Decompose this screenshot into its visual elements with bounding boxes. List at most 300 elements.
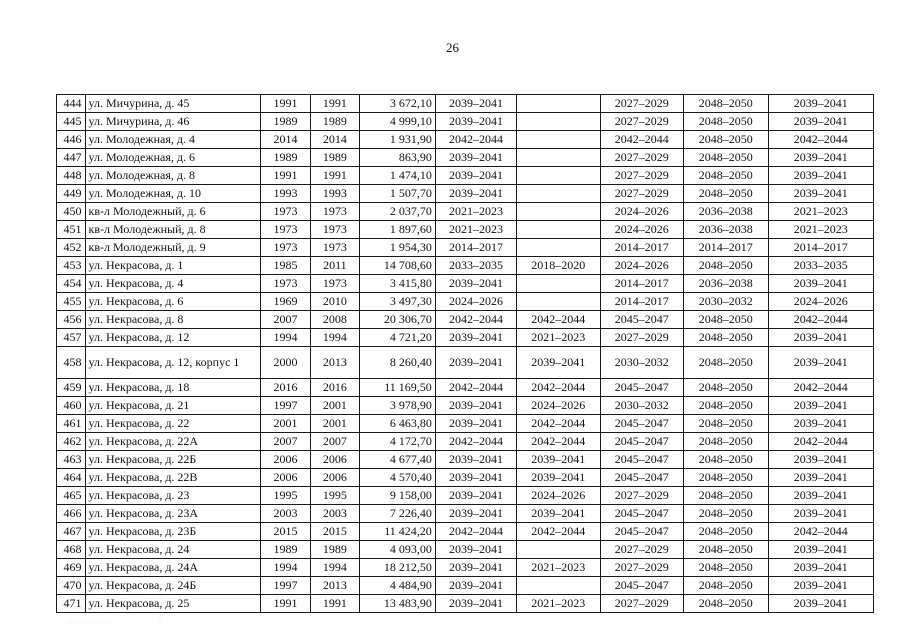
period-4-cell: 2048–2050 — [683, 257, 768, 275]
row-number: 453 — [57, 257, 86, 275]
row-number: 460 — [57, 397, 86, 415]
period-3-cell: 2027–2029 — [600, 329, 683, 347]
period-2-cell: 2039–2041 — [517, 505, 600, 523]
address-cell: ул. Некрасова, д. 4 — [85, 275, 261, 293]
area-cell: 1 474,10 — [360, 167, 436, 185]
period-2-cell: 2039–2041 — [517, 347, 600, 379]
year-commissioned-cell: 2015 — [310, 523, 359, 541]
area-cell: 4 093,00 — [360, 541, 436, 559]
period-2-cell: 2018–2020 — [517, 257, 600, 275]
row-number: 467 — [57, 523, 86, 541]
address-cell: ул. Некрасова, д. 23 — [85, 487, 261, 505]
row-number: 461 — [57, 415, 86, 433]
period-5-cell: 2039–2041 — [768, 347, 873, 379]
period-2-cell: 2021–2023 — [517, 559, 600, 577]
period-2-cell: 2024–2026 — [517, 487, 600, 505]
area-cell: 4 999,10 — [360, 113, 436, 131]
year-built-cell: 1973 — [261, 275, 310, 293]
period-1-cell: 2039–2041 — [435, 275, 516, 293]
year-built-cell: 1994 — [261, 329, 310, 347]
table-row — [57, 239, 874, 257]
table-row — [57, 203, 874, 221]
year-built-cell: 1991 — [261, 595, 310, 613]
period-4-cell: 2048–2050 — [683, 469, 768, 487]
period-5-cell: 2042–2044 — [768, 131, 873, 149]
period-4-cell: 2048–2050 — [683, 523, 768, 541]
period-5-cell: 2039–2041 — [768, 487, 873, 505]
period-3-cell: 2027–2029 — [600, 149, 683, 167]
address-cell: ул. Некрасова, д. 25 — [85, 595, 261, 613]
row-number: 471 — [57, 595, 86, 613]
address-cell: ул. Некрасова, д. 8 — [85, 311, 261, 329]
scan-artifact — [64, 582, 164, 628]
page-number: 26 — [446, 40, 459, 55]
area-cell: 11 424,20 — [360, 523, 436, 541]
row-number: 455 — [57, 293, 86, 311]
period-2-cell — [517, 275, 600, 293]
period-4-cell: 2048–2050 — [683, 487, 768, 505]
period-3-cell: 2027–2029 — [600, 595, 683, 613]
table-row — [57, 451, 874, 469]
period-3-cell: 2042–2044 — [600, 131, 683, 149]
area-cell: 18 212,50 — [360, 559, 436, 577]
period-5-cell: 2042–2044 — [768, 523, 873, 541]
table-row — [57, 347, 874, 379]
address-cell: ул. Молодежная, д. 10 — [85, 185, 261, 203]
row-number: 463 — [57, 451, 86, 469]
period-4-cell: 2036–2038 — [683, 221, 768, 239]
address-cell: ул. Некрасова, д. 22Б — [85, 451, 261, 469]
year-built-cell: 1991 — [261, 167, 310, 185]
row-number: 446 — [57, 131, 86, 149]
period-2-cell: 2024–2026 — [517, 397, 600, 415]
period-5-cell: 2033–2035 — [768, 257, 873, 275]
period-2-cell: 2039–2041 — [517, 451, 600, 469]
period-2-cell — [517, 239, 600, 257]
period-3-cell: 2045–2047 — [600, 505, 683, 523]
table-row — [57, 559, 874, 577]
period-1-cell: 2033–2035 — [435, 257, 516, 275]
year-commissioned-cell: 1991 — [310, 167, 359, 185]
row-number: 459 — [57, 379, 86, 397]
year-commissioned-cell: 2001 — [310, 415, 359, 433]
year-commissioned-cell: 2006 — [310, 451, 359, 469]
period-3-cell: 2045–2047 — [600, 311, 683, 329]
year-commissioned-cell: 1989 — [310, 113, 359, 131]
address-cell: кв-л Молодежный, д. 8 — [85, 221, 261, 239]
row-number: 468 — [57, 541, 86, 559]
period-5-cell: 2039–2041 — [768, 113, 873, 131]
period-3-cell: 2027–2029 — [600, 113, 683, 131]
row-number: 449 — [57, 185, 86, 203]
period-4-cell: 2048–2050 — [683, 559, 768, 577]
period-1-cell: 2024–2026 — [435, 293, 516, 311]
period-5-cell: 2039–2041 — [768, 595, 873, 613]
period-1-cell: 2039–2041 — [435, 113, 516, 131]
address-cell: ул. Молодежная, д. 6 — [85, 149, 261, 167]
area-cell: 13 483,90 — [360, 595, 436, 613]
period-5-cell: 2039–2041 — [768, 167, 873, 185]
period-3-cell: 2014–2017 — [600, 293, 683, 311]
address-cell: ул. Молодежная, д. 4 — [85, 131, 261, 149]
row-number: 456 — [57, 311, 86, 329]
period-2-cell — [517, 577, 600, 595]
period-5-cell: 2042–2044 — [768, 433, 873, 451]
period-4-cell: 2048–2050 — [683, 185, 768, 203]
address-cell: кв-л Молодежный, д. 9 — [85, 239, 261, 257]
table-row — [57, 257, 874, 275]
year-built-cell: 1973 — [261, 239, 310, 257]
period-4-cell: 2014–2017 — [683, 239, 768, 257]
period-4-cell: 2048–2050 — [683, 379, 768, 397]
year-commissioned-cell: 2011 — [310, 257, 359, 275]
period-4-cell: 2048–2050 — [683, 167, 768, 185]
area-cell: 2 037,70 — [360, 203, 436, 221]
table-row — [57, 505, 874, 523]
period-1-cell: 2039–2041 — [435, 347, 516, 379]
period-1-cell: 2021–2023 — [435, 203, 516, 221]
table-row — [57, 469, 874, 487]
row-number: 465 — [57, 487, 86, 505]
year-built-cell: 1989 — [261, 541, 310, 559]
period-3-cell: 2030–2032 — [600, 347, 683, 379]
year-built-cell: 1989 — [261, 149, 310, 167]
period-1-cell: 2039–2041 — [435, 185, 516, 203]
period-4-cell: 2048–2050 — [683, 131, 768, 149]
year-commissioned-cell: 1994 — [310, 559, 359, 577]
table-row — [57, 541, 874, 559]
period-2-cell: 2042–2044 — [517, 379, 600, 397]
area-cell: 3 978,90 — [360, 397, 436, 415]
year-commissioned-cell: 1973 — [310, 203, 359, 221]
period-5-cell: 2039–2041 — [768, 505, 873, 523]
period-4-cell: 2048–2050 — [683, 451, 768, 469]
address-cell: ул. Некрасова, д. 22 — [85, 415, 261, 433]
period-3-cell: 2027–2029 — [600, 541, 683, 559]
period-1-cell: 2042–2044 — [435, 433, 516, 451]
year-built-cell: 2016 — [261, 379, 310, 397]
table-row — [57, 487, 874, 505]
table-row — [57, 577, 874, 595]
period-1-cell: 2039–2041 — [435, 397, 516, 415]
area-cell: 863,90 — [360, 149, 436, 167]
period-5-cell: 2042–2044 — [768, 379, 873, 397]
period-2-cell — [517, 221, 600, 239]
period-2-cell — [517, 113, 600, 131]
area-cell: 3 497,30 — [360, 293, 436, 311]
area-cell: 4 570,40 — [360, 469, 436, 487]
period-2-cell — [517, 203, 600, 221]
period-4-cell: 2036–2038 — [683, 275, 768, 293]
period-3-cell: 2027–2029 — [600, 167, 683, 185]
year-commissioned-cell: 2001 — [310, 397, 359, 415]
area-cell: 4 677,40 — [360, 451, 436, 469]
period-2-cell — [517, 95, 600, 113]
period-4-cell: 2048–2050 — [683, 149, 768, 167]
year-commissioned-cell: 2006 — [310, 469, 359, 487]
period-4-cell: 2030–2032 — [683, 293, 768, 311]
period-4-cell: 2048–2050 — [683, 329, 768, 347]
row-number: 462 — [57, 433, 86, 451]
period-4-cell: 2048–2050 — [683, 595, 768, 613]
period-5-cell: 2014–2017 — [768, 239, 873, 257]
address-cell: ул. Некрасова, д. 12, корпус 1 — [85, 347, 261, 379]
period-5-cell: 2039–2041 — [768, 397, 873, 415]
address-cell: ул. Некрасова, д. 6 — [85, 293, 261, 311]
period-4-cell: 2048–2050 — [683, 113, 768, 131]
table-row — [57, 523, 874, 541]
table-row — [57, 329, 874, 347]
period-5-cell: 2021–2023 — [768, 203, 873, 221]
table-row — [57, 113, 874, 131]
period-5-cell: 2039–2041 — [768, 329, 873, 347]
table-row — [57, 379, 874, 397]
year-commissioned-cell: 1991 — [310, 595, 359, 613]
period-2-cell — [517, 293, 600, 311]
period-1-cell: 2039–2041 — [435, 149, 516, 167]
period-1-cell: 2021–2023 — [435, 221, 516, 239]
area-cell: 7 226,40 — [360, 505, 436, 523]
row-number: 470 — [57, 577, 86, 595]
area-cell: 1 954,30 — [360, 239, 436, 257]
period-1-cell: 2042–2044 — [435, 131, 516, 149]
address-cell: ул. Некрасова, д. 22А — [85, 433, 261, 451]
period-4-cell: 2048–2050 — [683, 311, 768, 329]
period-5-cell: 2039–2041 — [768, 577, 873, 595]
address-cell: ул. Мичурина, д. 45 — [85, 95, 261, 113]
period-5-cell: 2021–2023 — [768, 221, 873, 239]
address-cell: кв-л Молодежный, д. 6 — [85, 203, 261, 221]
period-1-cell: 2042–2044 — [435, 523, 516, 541]
address-cell: ул. Мичурина, д. 46 — [85, 113, 261, 131]
year-built-cell: 1997 — [261, 397, 310, 415]
buildings-table — [56, 94, 874, 613]
year-commissioned-cell: 1973 — [310, 221, 359, 239]
area-cell: 11 169,50 — [360, 379, 436, 397]
area-cell: 6 463,80 — [360, 415, 436, 433]
period-5-cell: 2024–2026 — [768, 293, 873, 311]
row-number: 457 — [57, 329, 86, 347]
year-built-cell: 1973 — [261, 203, 310, 221]
period-2-cell — [517, 131, 600, 149]
address-cell: ул. Некрасова, д. 24 — [85, 541, 261, 559]
period-1-cell: 2039–2041 — [435, 487, 516, 505]
period-2-cell: 2039–2041 — [517, 469, 600, 487]
year-built-cell: 1993 — [261, 185, 310, 203]
year-commissioned-cell: 2014 — [310, 131, 359, 149]
address-cell: ул. Некрасова, д. 21 — [85, 397, 261, 415]
address-cell: ул. Некрасова, д. 22В — [85, 469, 261, 487]
period-1-cell: 2039–2041 — [435, 329, 516, 347]
period-5-cell: 2039–2041 — [768, 415, 873, 433]
period-3-cell: 2045–2047 — [600, 523, 683, 541]
year-built-cell: 2007 — [261, 433, 310, 451]
period-2-cell: 2021–2023 — [517, 329, 600, 347]
year-built-cell: 2014 — [261, 131, 310, 149]
year-commissioned-cell: 2003 — [310, 505, 359, 523]
area-cell: 4 484,90 — [360, 577, 436, 595]
year-built-cell: 1995 — [261, 487, 310, 505]
period-3-cell: 2024–2026 — [600, 203, 683, 221]
period-2-cell — [517, 541, 600, 559]
address-cell: ул. Некрасова, д. 23Б — [85, 523, 261, 541]
period-1-cell: 2039–2041 — [435, 167, 516, 185]
year-commissioned-cell: 1989 — [310, 149, 359, 167]
area-cell: 8 260,40 — [360, 347, 436, 379]
period-3-cell: 2027–2029 — [600, 185, 683, 203]
year-built-cell: 2015 — [261, 523, 310, 541]
year-commissioned-cell: 1995 — [310, 487, 359, 505]
row-number: 445 — [57, 113, 86, 131]
area-cell: 9 158,00 — [360, 487, 436, 505]
period-2-cell — [517, 149, 600, 167]
period-4-cell: 2048–2050 — [683, 397, 768, 415]
year-built-cell: 1973 — [261, 221, 310, 239]
row-number: 447 — [57, 149, 86, 167]
year-commissioned-cell: 1989 — [310, 541, 359, 559]
area-cell: 14 708,60 — [360, 257, 436, 275]
period-1-cell: 2039–2041 — [435, 577, 516, 595]
period-3-cell: 2014–2017 — [600, 239, 683, 257]
table-row — [57, 293, 874, 311]
area-cell: 1 507,70 — [360, 185, 436, 203]
table-row — [57, 131, 874, 149]
area-cell: 3 415,80 — [360, 275, 436, 293]
year-commissioned-cell: 1973 — [310, 239, 359, 257]
period-3-cell: 2014–2017 — [600, 275, 683, 293]
year-built-cell: 2003 — [261, 505, 310, 523]
period-5-cell: 2042–2044 — [768, 311, 873, 329]
period-3-cell: 2024–2026 — [600, 257, 683, 275]
period-3-cell: 2027–2029 — [600, 487, 683, 505]
area-cell: 3 672,10 — [360, 95, 436, 113]
row-number: 466 — [57, 505, 86, 523]
address-cell: ул. Некрасова, д. 24Б — [85, 577, 261, 595]
period-5-cell: 2039–2041 — [768, 149, 873, 167]
row-number: 454 — [57, 275, 86, 293]
period-3-cell: 2045–2047 — [600, 469, 683, 487]
address-cell: ул. Некрасова, д. 24А — [85, 559, 261, 577]
period-2-cell — [517, 167, 600, 185]
period-4-cell: 2036–2038 — [683, 203, 768, 221]
area-cell: 20 306,70 — [360, 311, 436, 329]
period-4-cell: 2048–2050 — [683, 347, 768, 379]
row-number: 450 — [57, 203, 86, 221]
period-5-cell: 2039–2041 — [768, 469, 873, 487]
year-built-cell: 1994 — [261, 559, 310, 577]
table-row — [57, 221, 874, 239]
period-1-cell: 2042–2044 — [435, 379, 516, 397]
table-row — [57, 167, 874, 185]
period-5-cell: 2039–2041 — [768, 95, 873, 113]
table-row — [57, 311, 874, 329]
period-5-cell: 2039–2041 — [768, 451, 873, 469]
year-built-cell: 2000 — [261, 347, 310, 379]
period-3-cell: 2045–2047 — [600, 379, 683, 397]
period-3-cell: 2024–2026 — [600, 221, 683, 239]
period-2-cell: 2042–2044 — [517, 415, 600, 433]
period-3-cell: 2030–2032 — [600, 397, 683, 415]
period-5-cell: 2039–2041 — [768, 559, 873, 577]
table-body — [57, 95, 874, 613]
address-cell: ул. Молодежная, д. 8 — [85, 167, 261, 185]
year-commissioned-cell: 1994 — [310, 329, 359, 347]
period-1-cell: 2039–2041 — [435, 451, 516, 469]
year-commissioned-cell: 1991 — [310, 95, 359, 113]
period-1-cell: 2042–2044 — [435, 311, 516, 329]
table-row — [57, 95, 874, 113]
row-number: 444 — [57, 95, 86, 113]
row-number: 452 — [57, 239, 86, 257]
period-4-cell: 2048–2050 — [683, 505, 768, 523]
year-commissioned-cell: 2013 — [310, 347, 359, 379]
row-number: 458 — [57, 347, 86, 379]
period-2-cell: 2021–2023 — [517, 595, 600, 613]
period-1-cell: 2039–2041 — [435, 595, 516, 613]
period-2-cell: 2042–2044 — [517, 523, 600, 541]
period-3-cell: 2027–2029 — [600, 95, 683, 113]
period-4-cell: 2048–2050 — [683, 433, 768, 451]
period-2-cell — [517, 185, 600, 203]
year-commissioned-cell: 2013 — [310, 577, 359, 595]
year-commissioned-cell: 2007 — [310, 433, 359, 451]
period-5-cell: 2039–2041 — [768, 275, 873, 293]
year-commissioned-cell: 1993 — [310, 185, 359, 203]
period-2-cell: 2042–2044 — [517, 433, 600, 451]
address-cell: ул. Некрасова, д. 18 — [85, 379, 261, 397]
period-1-cell: 2039–2041 — [435, 541, 516, 559]
period-5-cell: 2039–2041 — [768, 185, 873, 203]
period-4-cell: 2048–2050 — [683, 415, 768, 433]
period-1-cell: 2039–2041 — [435, 415, 516, 433]
table-row — [57, 397, 874, 415]
address-cell: ул. Некрасова, д. 23А — [85, 505, 261, 523]
period-4-cell: 2048–2050 — [683, 541, 768, 559]
period-2-cell: 2042–2044 — [517, 311, 600, 329]
year-built-cell: 1991 — [261, 95, 310, 113]
table-row — [57, 149, 874, 167]
year-built-cell: 1969 — [261, 293, 310, 311]
period-1-cell: 2039–2041 — [435, 95, 516, 113]
year-built-cell: 1985 — [261, 257, 310, 275]
year-built-cell: 1989 — [261, 113, 310, 131]
period-5-cell: 2039–2041 — [768, 541, 873, 559]
period-1-cell: 2039–2041 — [435, 469, 516, 487]
table-row — [57, 185, 874, 203]
table-row — [57, 433, 874, 451]
address-cell: ул. Некрасова, д. 12 — [85, 329, 261, 347]
year-commissioned-cell: 2010 — [310, 293, 359, 311]
year-built-cell: 1997 — [261, 577, 310, 595]
year-commissioned-cell: 2016 — [310, 379, 359, 397]
period-1-cell: 2014–2017 — [435, 239, 516, 257]
year-commissioned-cell: 1973 — [310, 275, 359, 293]
year-built-cell: 2001 — [261, 415, 310, 433]
period-3-cell: 2045–2047 — [600, 577, 683, 595]
row-number: 451 — [57, 221, 86, 239]
row-number: 469 — [57, 559, 86, 577]
period-3-cell: 2045–2047 — [600, 415, 683, 433]
year-built-cell: 2007 — [261, 311, 310, 329]
row-number: 464 — [57, 469, 86, 487]
area-cell: 4 721,20 — [360, 329, 436, 347]
area-cell: 4 172,70 — [360, 433, 436, 451]
period-1-cell: 2039–2041 — [435, 559, 516, 577]
year-commissioned-cell: 2008 — [310, 311, 359, 329]
table-row — [57, 595, 874, 613]
period-4-cell: 2048–2050 — [683, 577, 768, 595]
period-3-cell: 2045–2047 — [600, 433, 683, 451]
